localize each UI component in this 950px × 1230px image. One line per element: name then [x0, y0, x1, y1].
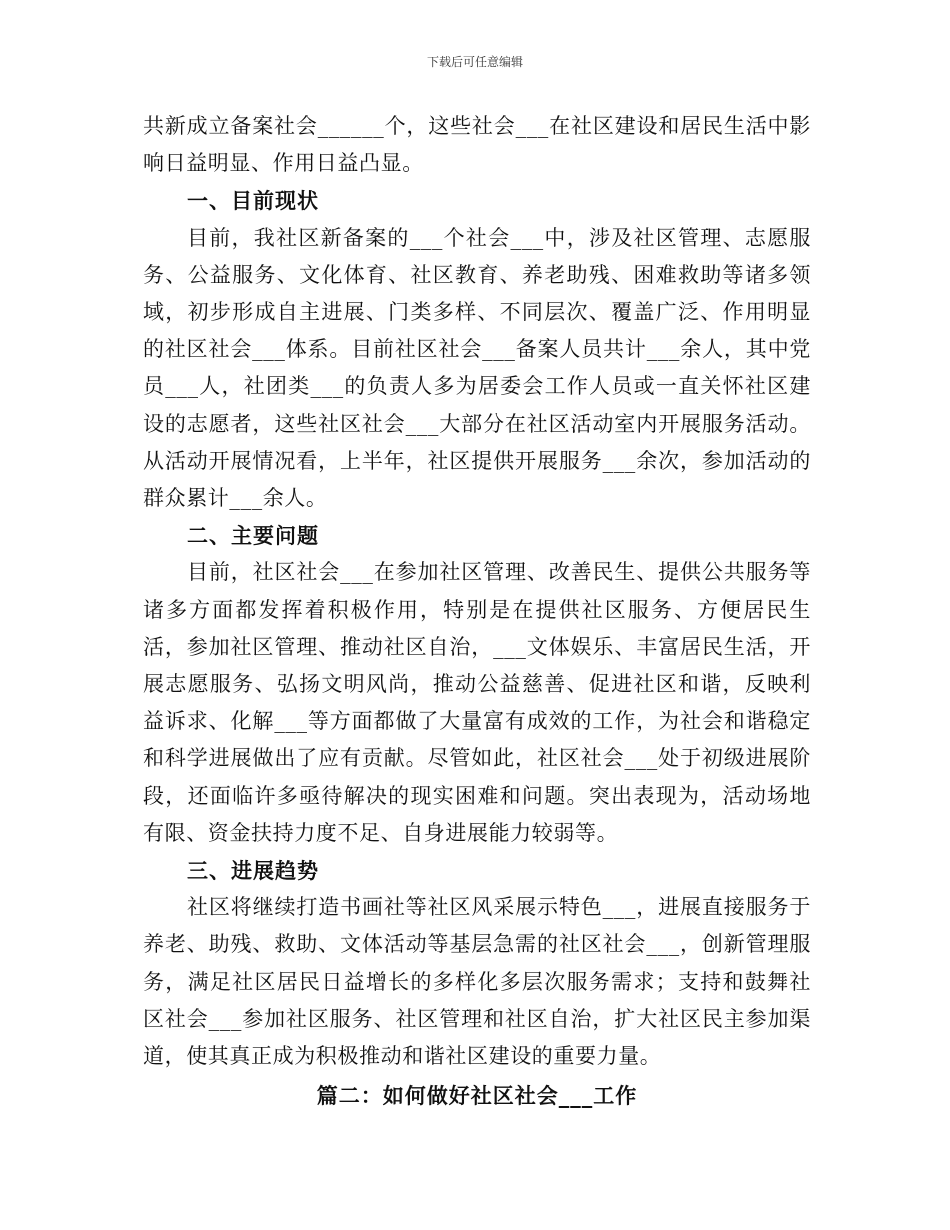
- section-paragraph-trends: 社区将继续打造书画社等社区风采展示特色___，进展直接服务于养老、助残、救助、文体活动等基层急需的社区社会___，创新管理服务，满足社区居民日益增长的多样化多层次服务需求；支持和鼓舞社区社会___参加社区服务、社区管理和社区自治，扩大社区民主参加渠道，使其真正成为积极推动和谐社区建设的重要力量。: [143, 895, 811, 1069]
- section-heading-trends: 三、进展趋势: [187, 858, 319, 884]
- section-heading-status: 一、目前现状: [187, 188, 319, 214]
- section-paragraph-problems: 目前，社区社会___在参加社区管理、改善民生、提供公共服务等诸多方面都发挥着积极作用，特别是在提供社区服务、方便居民生活，参加社区管理、推动社区自治，___文体娱乐、丰富居民生活，开展志愿服务、弘扬文明风尚，推动公益慈善、促进社区和谐，反映利益诉求、化解___等方面都做了大量富有成效的工作，为社会和谐稳定和科学进展做出了应有贡献。尽管如此，社区社会___处于初级进展阶段，还面临许多亟待解决的现实困难和问题。突出表现为，活动场地有限、资金扶持力度不足、自身进展能力较弱等。: [143, 560, 811, 845]
- next-article-title: 篇二：如何做好社区社会___工作: [316, 1083, 638, 1109]
- intro-paragraph: 共新成立备案社会______个，这些社会___在社区建设和居民生活中影响日益明显、作用日益凸显。: [143, 114, 811, 176]
- section-heading-problems: 二、主要问题: [187, 523, 319, 549]
- document-body: [143, 108, 811, 1114]
- page-header: 下载后可任意编辑: [426, 55, 523, 69]
- section-paragraph-status: 目前，我社区新备案的___个社会___中，涉及社区管理、志愿服务、公益服务、文化体育、社区教育、养老助残、困难救助等诸多领域，初步形成自主进展、门类多样、不同层次、覆盖广泛、作用明显的社区社会___体系。目前社区社会___备案人员共计___余人，其中党员___人，社团类___的负责人多为居委会工作人员或一直关怀社区建设的志愿者，这些社区社会___大部分在社区活动室内开展服务活动。从活动开展情况看，上半年，社区提供开展服务___余次，参加活动的群众累计___余人。: [143, 225, 811, 511]
